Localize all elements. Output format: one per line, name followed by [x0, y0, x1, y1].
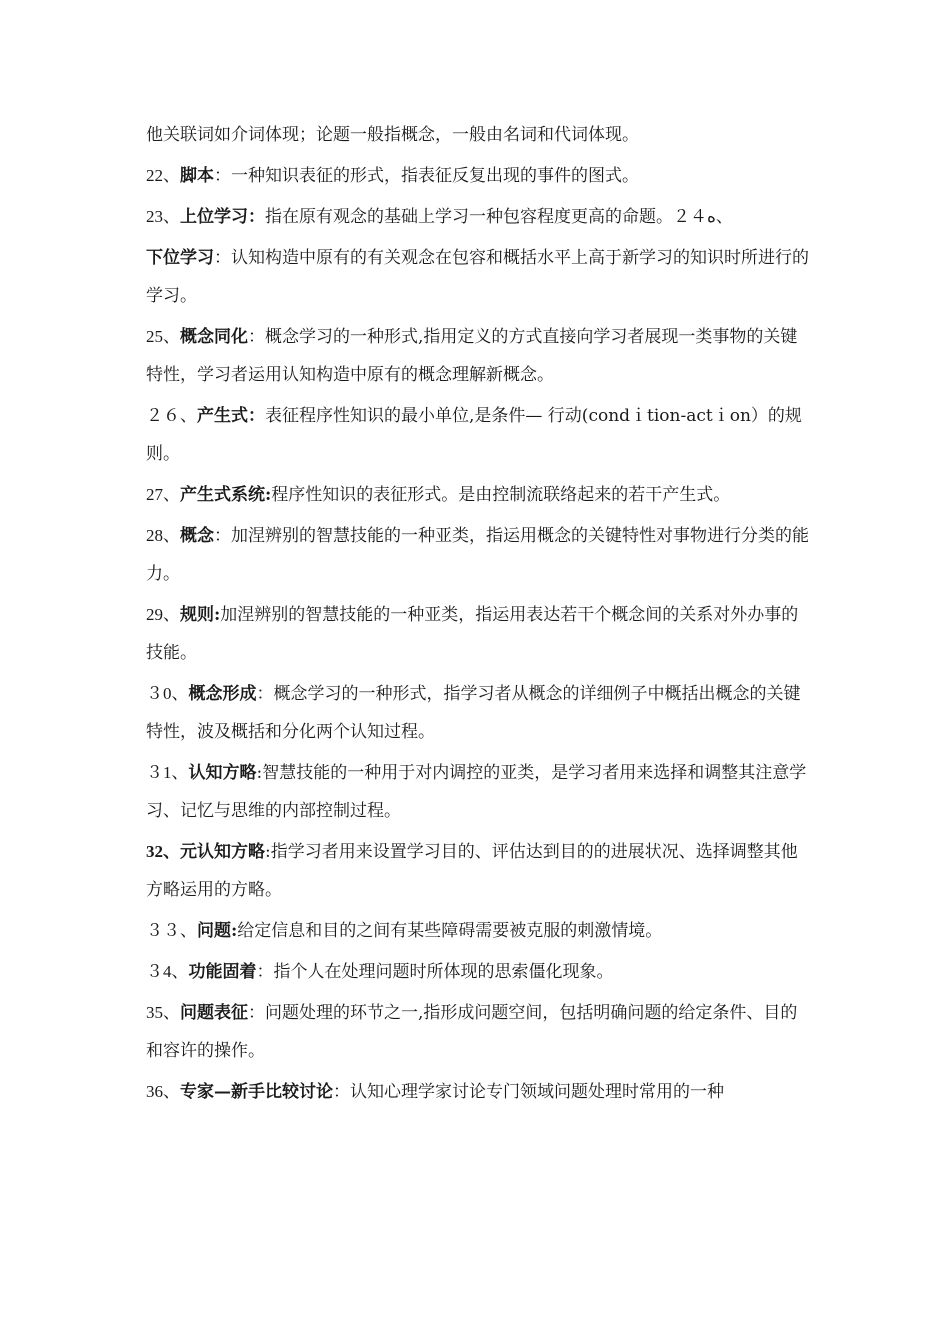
paragraph-term: 规则: [180, 605, 221, 625]
paragraph-text: ：指个人在处理问题时所体现的思索僵化现象。 [256, 962, 614, 982]
document-body [146, 116, 810, 1114]
paragraph-text: ：概念学习的一种形式,指用定义的方式直接向学习者展现一类事物的关键特性，学习者运用认知构造中原有的概念理解新概念。 [146, 327, 798, 385]
paragraph-number: 23、 [146, 207, 180, 226]
paragraph-term: 概念同化 [180, 327, 248, 347]
paragraph-23 [146, 198, 810, 236]
paragraph-term: 元认知方略 [180, 842, 265, 862]
paragraph-31 [146, 754, 810, 830]
paragraph-text: :指学习者用来设置学习目的、评估达到目的的进展状况、选择调整其他方略运用的方略。 [146, 842, 798, 900]
paragraph-text: :智慧技能的一种用于对内调控的亚类，是学习者用来选择和调整其注意学习、记忆与思维的内部控制过程。 [146, 763, 807, 821]
paragraph-number: 36、 [146, 1082, 180, 1101]
paragraph-text: ：问题处理的环节之一,指形成问题空间，包括明确问题的给定条件、目的和容许的操作。 [146, 1003, 798, 1061]
paragraph-text: ：认知构造中原有的有关观念在包容和概括水平上高于新学习的知识时所进行的学习。 [146, 248, 809, 306]
paragraph-term: 问题表征 [180, 1003, 248, 1023]
paragraph-term: 上位学习： [180, 207, 265, 227]
paragraph-30 [146, 675, 810, 751]
paragraph-number: 25、 [146, 327, 180, 346]
paragraph-term: 认知方略 [188, 763, 257, 783]
paragraph-text: ：加涅辨别的智慧技能的一种亚类，指运用概念的关键特性对事物进行分类的能力。 [146, 526, 809, 584]
paragraph-number: ３4、 [146, 962, 189, 981]
paragraph-number: ２６、 [146, 406, 197, 425]
paragraph-0 [146, 116, 810, 154]
paragraph-term: 概念 [180, 526, 214, 546]
paragraph-24 [146, 239, 810, 315]
paragraph-text: 程序性知识的表征形式。是由控制流联络起来的若干产生式。 [271, 485, 731, 505]
paragraph-number: ３1、 [146, 763, 189, 782]
paragraph-term: 产生式： [197, 406, 265, 426]
paragraph-number: 29、 [146, 605, 180, 624]
paragraph-term: 问题: [197, 921, 238, 941]
paragraph-text: 表征程序性知识的最小单位,是条件— 行动(condｉtion-actｉon）的规则。 [146, 406, 802, 464]
paragraph-34 [146, 953, 810, 991]
paragraph-36 [146, 1073, 810, 1111]
paragraph-26 [146, 397, 810, 473]
paragraph-number: ３0、 [146, 684, 189, 703]
paragraph-number: 27、 [146, 485, 180, 504]
paragraph-33 [146, 912, 810, 950]
paragraph-term: 产生式系统: [180, 485, 272, 505]
paragraph-number: 22、 [146, 166, 180, 185]
paragraph-text: ：一种知识表征的形式，指表征反复出现的事件的图式。 [214, 166, 639, 186]
paragraph-term: 脚本 [180, 166, 214, 186]
paragraph-term: 概念形成 [188, 684, 257, 704]
paragraph-35 [146, 994, 810, 1070]
paragraph-text: 给定信息和目的之间有某些障碍需要被克服的刺激情境。 [237, 921, 663, 941]
paragraph-text: 他关联词如介词体现；论题一般指概念，一般由名词和代词体现。 [146, 125, 639, 145]
paragraph-term: 下位学习 [146, 248, 214, 268]
paragraph-text: 加涅辨别的智慧技能的一种亚类，指运用表达若干个概念间的关系对外办事的技能。 [146, 605, 799, 663]
paragraph-term: 专家—新手比较讨论 [180, 1082, 333, 1102]
paragraph-32 [146, 833, 810, 909]
paragraph-number: ３３、 [146, 921, 197, 940]
paragraph-text: 指在原有观念的基础上学习一种包容程度更高的命题。２４ﻩ、 [265, 207, 733, 227]
paragraph-29 [146, 596, 810, 672]
paragraph-text: ：概念学习的一种形式，指学习者从概念的详细例子中概括出概念的关键特性，波及概括和分化两个认知过程。 [146, 684, 801, 742]
paragraph-number: 32、 [146, 842, 180, 861]
paragraph-text: ：认知心理学家讨论专门领域问题处理时常用的一种 [333, 1082, 724, 1102]
paragraph-27 [146, 476, 810, 514]
paragraph-22 [146, 157, 810, 195]
paragraph-term: 功能固着 [188, 962, 257, 982]
paragraph-number: 28、 [146, 526, 180, 545]
paragraph-25 [146, 318, 810, 394]
paragraph-number: 35、 [146, 1003, 180, 1022]
paragraph-28 [146, 517, 810, 593]
